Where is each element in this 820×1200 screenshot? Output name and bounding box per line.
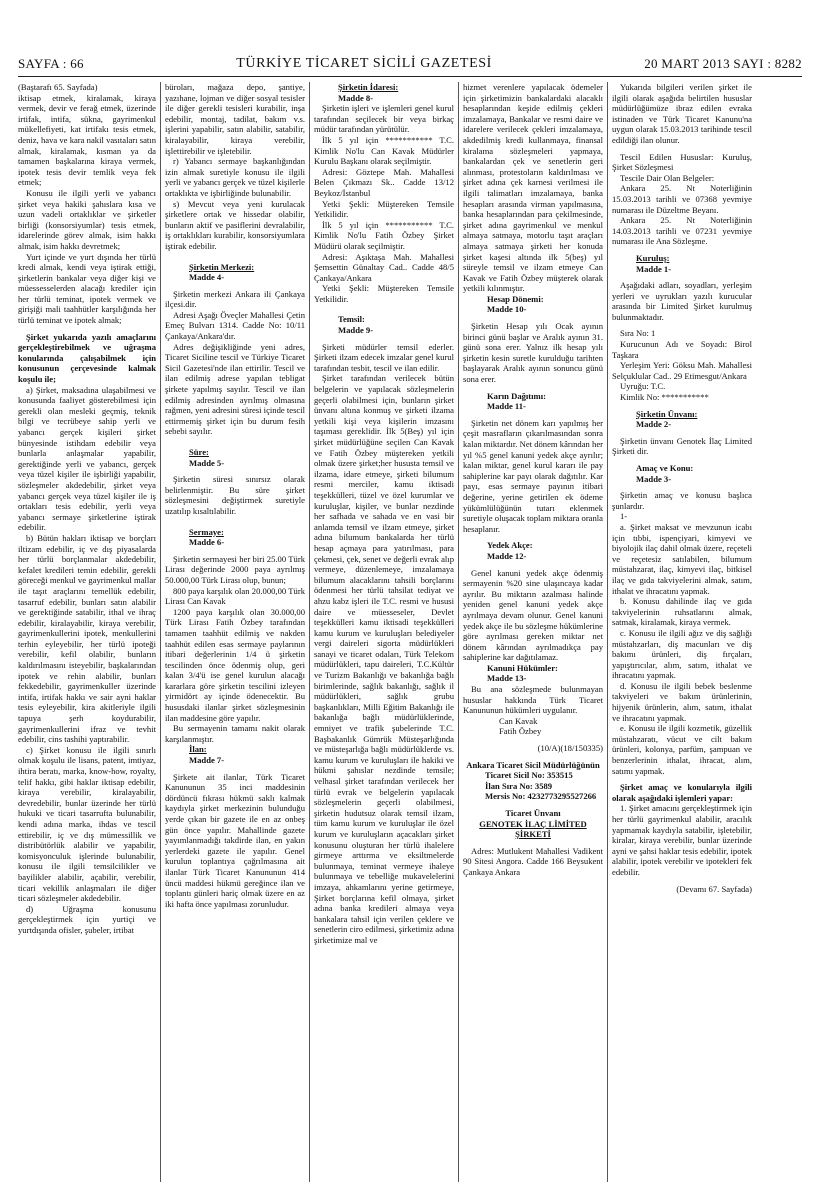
- paragraph: İlk 5 yıl için *********** T.C. Kimlik No'lu Fatih Özbey Şirket Müdürü olarak seçilmiştir.: [314, 219, 454, 251]
- company-address: Adres: Mutlukent Mahallesi Vadikent 90 Sitesi Angora. Cadde 166 Beysukent Çankaya Ankara: [463, 845, 603, 877]
- paragraph: Şirketin ünvanı Genotek İlaç Limited Şirketi dir.: [612, 435, 752, 457]
- column-4: [463, 82, 603, 1182]
- mersis-number: Mersis No: 4232773295527266: [485, 791, 597, 802]
- paragraph: Yerleşim Yeri: Göksu Mah. Mahallesi Selçuklular Cad.. 29 Etimesgut/Ankara: [612, 360, 752, 381]
- paragraph: Yetki Şekli: Müştereken Temsile Yetkilidir.: [314, 283, 454, 304]
- paragraph: Yetki Şekli: Müştereken Temsile Yetkilidir.: [314, 198, 454, 220]
- article-heading: Yedek Akçe:: [487, 540, 533, 551]
- paragraph: Şirketin süresi sınırsız olarak belirlenmiştir. Bu süre şirket sözleşmesini değiştirmek suretiyle uzatılıp kısaltılabilir.: [165, 474, 305, 516]
- article-heading: Sermaye:: [189, 526, 224, 537]
- paragraph: d. Konusu ile ilgili bebek beslenme takviyeleri ve bakım ürünlerinin, hijyenik ürünlerin, alım, satım, ithalat ve ihracatını yapmak.: [612, 680, 752, 723]
- column-divider: [607, 82, 608, 1182]
- article-heading: Temsil:: [338, 314, 365, 325]
- paragraph: Şirketin sermayesi her biri 25.00 Türk Lirası değerinde 2000 paya ayrılmış 50.000,00 Türk Lirası olup, bunun;: [165, 553, 305, 585]
- paragraph: Adresi: Göztepe Mah. Mahallesi Belen Çıkmazı Sk.. Cadde 13/12 Beykoz/İstanbul: [314, 166, 454, 198]
- continued-note: (Devamı 67. Sayfada): [676, 883, 752, 894]
- paragraph: 1-: [620, 511, 628, 522]
- paragraph: Adresi Aşağı Öveçler Mahallesi Çetin Emeç Bulvarı 1314. Cadde No: 10/11 Çankaya/Ankara'dır.: [165, 309, 305, 342]
- article-number: Madde 1-: [636, 263, 672, 274]
- article-heading: Amaç ve Konu:: [636, 463, 694, 473]
- announcement-number: İlan Sıra No: 3589: [485, 780, 553, 791]
- paragraph: Yukarıda bilgileri verilen şirket ile ilgili olarak aşağıda belirtilen hususlar müdürlüğümüze ibraz edilen evraka istinaden ve Türk Ticaret Kanunu'na uygun olarak 15.03.2013 tarihinde tescil edildiği ilan olunur.: [612, 82, 752, 145]
- issue-date: 20 MART 2013 SAYI : 8282: [644, 56, 802, 71]
- paragraph: Şirket tarafından verilecek bütün belgelerin ve yapılacak sözleşmelerin geçerli olabilmesi için, bunların şirket ünvanı altına konmuş ve şirketi ilzama yetkili kişi veya kişilerin imzasını taşıması gereklidir. İlk 5(Beş) yıl için şirket müdürlüğüne seçilen Can Kavak ve Fatih Özbey müştereken yetkili olmak üzere şirket;her hususta temsil ve ilzama, idare etmeye, şirketi bilumum resmi merciler, kamu iktisadi teşekkülleri, tüzel ve özel kurumlar ve kuruluşlar, kişiler, ve bunlar nezdinde her safhada ve sahada ve en vasi bir anlamda temsil ve ilzam etmeye, şirket adına bilumum bankalarda her türlü hesap açmaya para yatırılması, para çekmesi, çek, senet ve değerli evrak alıp vermeye, düzenlemeye, imzalamaya bilumum alacaklarını tahsili borçlarını ödenmesi her türlü tahsilat tediyat ve ahzu kabz işleri ile T.C. resmi ve hususi daire ve müesseseler, Devlet teşekkülleri kamu iktisadi teşekkülleri kamu kurum ve kuruluşları belediyeler vergi daireleri sigorta müdürlükleri sanayi ve ticaret odaları, Türk Telekom müdürlükleri, tapu daireleri, T.C.Kültür ve Turizm Bakanlığı ve bakanlığa bağlı birimlerinde, sağlık bakanlığı, sağlık il müdürlükleri, sağlık grubu başkanlıkları, Milli Eğitim Bakanlığı ile bakanlığa bağlı müdürlüklerinde, emniyet ve trafik şubelerinde T.C. Başbakanlık Gümrük Müsteşarlığında ve müsteşarlığa bağlı müdürlüklerde vs. kamu kurum ve kuruluşları ile hakiki ve hükmi şahıslar nezdinde temsile; velhasıl şirket tarafından verilecek her türlü evrak ve belgelerin yapılacak sözleşmelerin geçerli olabilmesi, şirketin hudutsuz olarak temsil ilzam, tüm kamu kurum ve kuruluşlar ile özel kurum ve kuruluşların açacakları şirket konusunu oluşturan her türlü ihalelere girmeye arttırma ve eksiltmelerde bulunmaya, teminat vermeye ihaleye bulunmaya ve tebelliğe mukavelelerini imzaya, ahkamlarını yerine getirmeye, Şirket borçlarına kefil olmaya, şirket adına banka kredileri almaya veya bankalara tahsil için verilen çeklere ve senetlerin ciro edilmesi, şirketimiz adına şirketimize mal ve: [314, 373, 454, 945]
- paragraph: 800 paya karşılık olan 20.000,00 Türk Lirası Can Kavak: [165, 585, 305, 607]
- paragraph: Şirketin merkezi Ankara ili Çankaya ilçesi.dir.: [165, 288, 305, 310]
- signer-name: Can Kavak: [499, 715, 538, 726]
- paragraph: Şirketin işleri ve işlemleri genel kurul tarafından seçilecek bir veya birkaç müdür tarafından yürütülür.: [314, 103, 454, 135]
- column-divider: [309, 82, 310, 1182]
- paragraph: Sıra No: 1: [620, 328, 656, 339]
- paragraph: Konusu ile ilgili yerli ve yabancı şirket veya hakiki şahıslara kısa ve uzun vadeli ortaklıklar ve şirketler birliği (konsorsiyumlar) tesis etmek, idarelerinde görev almak, isim hakkı almak, isim hakkı devretmek;: [18, 187, 156, 251]
- paragraph: s) Mevcut veya yeni kurulacak şirketlere ortak ve hissedar olabilir, bunların aktif ve pasiflerini devralabilir, iş ortaklıkları kurabilir, konsorsiyumlara iştirak edebilir.: [165, 198, 305, 251]
- article-heading: Şirketin Ünvanı:: [636, 408, 698, 419]
- article-heading: Şirketin İdaresi:: [338, 82, 399, 92]
- article-number: Madde 3-: [636, 473, 672, 484]
- article-columns: [18, 82, 802, 1182]
- section-heading: Şirket amaç ve konularıyla ilgili olarak aşağıdaki işlemleri yapar:: [612, 782, 752, 803]
- continued-note: (Baştarafı 65. Sayfada): [18, 82, 98, 92]
- article-number: Madde 5-: [189, 457, 225, 468]
- paragraph: b) Bütün hakları iktisap ve borçları iltizam edebilir, iç ve dış piyasalarda her türlü borçlanmalar akdedebilir, kefalet kredileri temin edebilir, gerekli göreceği menkul ve gayrimenkul mallar ile taşıt araçlarını temellük edebilir, tasarruf edebilir, bunları satın alabilir ve gerektiğinde satabilir, ithal ve ihraç edebilir, kiralayabilir, kiraya verebilir, gayrimenkullerini ipotek, menkullerini terhin eyleyebilir, her türlü ipoteği verebilir, kefil olabilir, bunların kaldırılmasını isteyebilir, başkalarından ipotek ve rehin alabilir, bunları fekkedebilir, gayrimenkuller üzerinde intifa, irtifak hakkı ve sair ayni haklar tesis eyleyebilir, kira akitleriyle ilgili tapuya şerh koydurabilir, gayrimenkullerini ifraz ve tevhit edebilir, cins tashihi yaptırabilir.: [18, 532, 156, 745]
- paragraph: iktisap etmek, kiralamak, kiraya vermek, devir ve ferağ etmek, üzerinde irtifak, intifa, sükna, gayrimenkul mükellefiyeti, kat irtifakı tesis etmek, deniz, hava ve kara nakil vasıtaları satın almak, kiralamak, kısman ya da tamamen başkalarına kiraya vermek, ipotek tesis devir temlik veya fek etmek;: [18, 92, 156, 188]
- paragraph: büroları, mağaza depo, şantiye, yazıhane, lojman ve diğer sosyal tesisler ile diğer gerekli tesisleri kurabilir, inşa edebilir, montaj, tadilat, bakım v.s. işlerini yapabilir, satın alabilir, satabilir, kiralayabilir, kiraya verebilir, işlettirebilir ve işletebilir.: [165, 82, 305, 156]
- paragraph: a. Şirket maksat ve mevzunun icabı için tıbbi, ispençiyari, kimyevi ve biyolojik ilaç dahil olmak üzere, reçeteli ve reçetesiz satılabilen, bilumum müstahzarat, ilaç, kimyevi ilaç, bitkisel ilaç ve gıda takviyelerini almak, satım, ithalat ve ihracatını yapmak.: [612, 521, 752, 596]
- paragraph: Bu ana sözleşmede bulunmayan hususlar hakkında Türk Ticaret Kanununun hükümleri uygulanır.: [463, 684, 603, 716]
- paragraph: Uyruğu: T.C.: [620, 381, 666, 392]
- paragraph: Genel kanuni yedek akçe ödenmiş sermayenin %20 sine ulaşıncaya kadar ayrılır. Bu miktarın azalması halinde yeniden genel kanuni yedek akçe ayrılmaya devam olunur. Genel kanuni yedek akçe ile bu sözleşme hükümlerine göre ayrılması gereken miktar net dönem kârından ayrılmadıkça pay sahiplerine kar dağıtılamaz.: [463, 567, 603, 663]
- registry-office: Ankara Ticaret Sicil Müdürlüğünün: [466, 759, 600, 770]
- column-divider: [160, 82, 161, 1182]
- paragraph: Yurt içinde ve yurt dışında her türlü kredi almak, kendi veya iştirak ettiği, şirketlerin bankalar veya diğer kişi ve müessesselerden alacağı krediler için her türlü teminat, ipotek vermek ve girişiği mali taahhütler karşılığında her türlü teminat ve ipotek almak;: [18, 251, 156, 326]
- article-number: Madde 2-: [636, 419, 672, 430]
- paragraph: Tescile Dair Olan Belgeler:: [620, 172, 715, 183]
- paragraph: Ankara 25. Nt Noterliğinin 14.03.2013 tarihli ve 07231 yevmiye numarası ile Ana Sözleşme.: [612, 215, 752, 247]
- article-number: Madde 8-: [338, 92, 374, 103]
- paragraph: Tescil Edilen Hususlar: Kuruluş, Şirket Sözleşmesi: [612, 151, 752, 173]
- trade-name-label: Ticaret Ünvanı: [505, 808, 561, 818]
- paragraph: Aşağıdaki adları, soyadları, yerleşim yerleri ve uyrukları yazılı kurucular arasında bir Limited Şirket kurulmuş bulunmaktadır.: [612, 280, 752, 322]
- article-number: Madde 12-: [487, 550, 527, 561]
- paragraph: r) Yabancı sermaye başkanlığından izin almak suretiyle konusu ile ilgili yerli ve yabancı gerçek ve tüzel kişilerle ortaklıkta ve işbirliğinde bulunabilir.: [165, 156, 305, 198]
- paragraph: Kurucunun Adı ve Soyadı: Birol Taşkara: [612, 339, 752, 360]
- article-number: Madde 6-: [189, 537, 225, 548]
- column-5: [612, 82, 752, 1182]
- paragraph: Şirketin Hesap yılı Ocak ayının birinci günü başlar ve Aralık ayının 31. günü sona erer. Yalnız ilk hesap yılı şirketin kesin suretle kurulduğu tarihten başlayarak Aralık ayının sonuncu günü sona erer.: [463, 321, 603, 385]
- article-number: Madde 7-: [189, 755, 225, 766]
- paragraph: Bu sermayenin tamamı nakit olarak karşılanmıştır.: [165, 723, 305, 744]
- column-2: [165, 82, 305, 1182]
- article-heading: Kanuni Hükümler:: [487, 662, 558, 673]
- article-number: Madde 11-: [487, 401, 526, 412]
- article-heading: Hesap Dönemi:: [487, 293, 544, 304]
- reference-code: (10/A)(18/150335): [537, 743, 603, 754]
- paragraph: Şirketin net dönem karı yapılmış her çeşit masrafların çıkarılmasından sonra kalan miktardır. Net dönem kârından her yıl %5 genel kanuni yedek akçe ayrılır; kalan miktar, genel kurul kararı ile pay sahiplerine kar payı olarak dağıtılır. Kar payı, esas sermaye payının itibari değerine, yerine getirilen ek ödeme yükümlülüğünün tutarı eklenmek suretiyle oluşacak toplam miktara oranla hesaplanır.: [463, 417, 603, 534]
- signer-name: Fatih Özbey: [499, 726, 542, 737]
- column-divider: [458, 82, 459, 1182]
- paragraph: c) Şirket konusu ile ilgili sınırlı olmak koşulu ile lisans, patent, imtiyaz, ihtira beratı, marka, know-how, royalty, telif hakkı, gibi haklar iktisap edebilir, kiraya verebilir, kiralayabilir, devredebilir, bunlar üzerinde her türlü hukuki ve ticari tasarrufta bulunabilir, kendi adına marka, ihdas ve tescil ettirebilir, iç ve dış mümessillik ve distribütörlük alabilir ve yapabilir, komisyonculuk işlerinde bulunabilir, konusu ile ilgili temsilcilikler ve bayilikler alabilir, açabilir, verebilir, ticari vekillik anlaşmaları ile diğer ticari sözleşmeler akdedebilir.: [18, 744, 156, 904]
- article-heading: Karın Dağıtımı:: [487, 390, 546, 401]
- page-header: [18, 54, 802, 74]
- paragraph: Kimlik No: ***********: [620, 392, 709, 403]
- article-heading: Kuruluş:: [636, 252, 670, 263]
- paragraph: c. Konusu ile ilgili ağız ve diş sağlığı müstahzarları, diş macunları ve diş bakımı ürünleri, diş fırçaları, yapıştırıcılar, alım, satım, ithalat ve ihracatını yapmak.: [612, 627, 752, 681]
- paragraph: b. Konusu dahilinde ilaç ve gıda takviyelerinin ruhsatlarını almak, satmak, kiralamak, kiraya vermek.: [612, 596, 752, 628]
- article-number: Madde 4-: [189, 272, 225, 283]
- paragraph: hizmet verenlere yapılacak ödemeler için şirketimizin bankalardaki alacaklı hesaplarından keşide edilmiş çekleri imzalamaya, Bankalar ve resmi daire ve idarelere verilecek çekleri imzalamaya, akdedilmiş kredi kullanmaya, finansal kiralama sözleşmeleri yapmaya, bankalardan çek ve senetlerin geri alınması, protestoların kaldırılması ve şirket adına çek karnesi verilmesi ile ilgili talimatları imzalamaya, banka hesapları arasında virman yapılmasına, banka hesaplarından para çekilmesinde, şirket adına gayrimenkul ve menkul almaya satmaya, motorlu taşıt araçları almaya satmaya şirketi her konuda şirket kaşesi altında ilk 5(beş) yıl süreyle temsil ve ilzam etmeye Can Kavak ve Fatih Özbey müşterek olarak yetkili kılınmıştır.: [463, 82, 603, 294]
- paragraph: Ankara 25. Nt Noterliğinin 15.03.2013 tarihli ve 07368 yevmiye numarası ile Düzeltme Beyanı.: [612, 183, 752, 215]
- paragraph: Adresi: Aşıktaşa Mah. Mahallesi Şemsettin Günaltay Cad.. Cadde 48/5 Çankaya/Ankara: [314, 251, 454, 283]
- article-number: Madde 13-: [487, 673, 527, 684]
- paragraph: 1200 paya karşılık olan 30.000,00 Türk Lirası Fatih Özbey tarafından tamamen taahhüt edilmiş ve nakden taahhüt edilen esas sermaye paylarının itibari değerlerinin 1/4 ü şirketin tescilinden önce ödenmiş olup, geri kalan 3/4'ü ise genel kurulun alacağı kararlara göre şirketin tescilini izleyen yirmidört ay içinde ödenecektir. Bu hususdaki ilanlar şirket sözleşmesinin ilan maddesine göre yapılır.: [165, 606, 305, 723]
- article-heading: Süre:: [189, 447, 209, 457]
- paragraph: 1. Şirket amacını gerçekleştirmek için her türlü gayrimenkul alabilir, aracılık yapmamak kaydıyla satabilir, işletebilir, kiralar, kiraya verebilir, bunlar üzerinde ayni ve şahsi haklar tesis edebilir, ipotek alabilir, ipotek verebilir ve ipotekleri fek edebilir.: [612, 803, 752, 877]
- company-name: GENOTEK İLAÇ LİMİTED ŞİRKETİ: [479, 818, 587, 840]
- gazette-title: TÜRKİYE TİCARET SİCİLİ GAZETESİ: [236, 56, 492, 71]
- paragraph: d) Uğraşma konusunu gerçekleştirmek için yurtiçi ve yurtdışında ofisler, şubeler, irtibat: [18, 903, 156, 935]
- article-heading: Şirketin Merkezi:: [189, 261, 255, 272]
- header-divider: [18, 76, 802, 77]
- article-number: Madde 9-: [338, 325, 374, 336]
- paragraph: Şirketi müdürler temsil ederler. Şirketi ilzam edecek imzalar genel kurul tarafından tesbit, tescil ve ilan edilir.: [314, 341, 454, 373]
- column-1: [18, 82, 156, 1182]
- article-heading: İlan:: [189, 744, 207, 755]
- paragraph: e. Konusu ile ilgili kozmetik, güzellik müstahzaratı, vücut ve cilt bakım ürünleri, kolonya, parfüm, şampuan ve benzerlerinin ithalat, ihracat, alım, satımı yapmak.: [612, 723, 752, 776]
- paragraph: a) Şirket, maksadına ulaşabilmesi ve konusunda faaliyet gösterebilmesi için gerekli olan mesleki geçmiş, teknik bilgi ve tecrübeye sahip yerli ve yabancı gerçek kişileri şirket bünyesinde istihdam edebilir veya bunlarla anlaşmalar yapabilir, gerektiğinde yerli ve yabancı, gerçek veya tüzel kişiler ile işbirliği yapabilir, sözleşmeler akdedebilir, şirket veya yabancı gerçek veya tüzel kişiler ile iş ortakları tesis edebilir, yerli veya yabancı sermaye şirketlerine iştirak edebilir.: [18, 384, 156, 533]
- article-number: Madde 10-: [487, 304, 527, 315]
- section-heading: Şirket yukarıda yazılı amaçlarını gerçekleştirebilmek ve uğraşma konularında çalışabilmek için konusunun çerçevesinde kalmak koşulu ile;: [18, 331, 156, 385]
- column-3: [314, 82, 454, 1182]
- registry-number: Ticaret Sicil No: 353515: [485, 770, 573, 781]
- paragraph: Şirkete ait ilanlar, Türk Ticaret Kanununun 35 inci maddesinin dördüncü fıkrası hükmü saklı kalmak kaydıyla şirket merkezinin bulunduğu yerde çıkan bir gazete ile en az onbeş gün önce yapılır. Mahallinde gazete yayımlanmadığı takdirde ilan, en yakın yerlerdeki gazete ile yapılır. Genel kurulun toplantıya çağrılmasına ait ilanlar Türk Ticaret Kanununun 414 üncü maddesi hükmü gereğince ilan ve toplantı günleri hariç olmak üzere en az iki hafta önce yapılması zorunludur.: [165, 771, 305, 909]
- paragraph: Şirketin amaç ve konusu başlıca şunlardır.: [612, 490, 752, 511]
- paragraph: İlk 5 yıl için *********** T.C. Kimlik No'lu Can Kavak Müdürler Kurulu Başkanı olarak seçilmiştir.: [314, 134, 454, 167]
- page-number: SAYFA : 66: [18, 56, 84, 71]
- paragraph: Adres değişikliğinde yeni adres, Ticaret Siciline tescil ve Türkiye Ticaret Sicil Gazetesi'nde ilan ettirilir. Tescil ve ilan edilmiş adrese yapılan tebligat şirkete yapılmış sayılır. Tescil ve ilan edilmiş adresinden ayrılmış olmasına rağmen, yeni adresini süresi içinde tescil ettirmemiş şirket için bu durum fesih sebebi sayılır.: [165, 341, 305, 437]
